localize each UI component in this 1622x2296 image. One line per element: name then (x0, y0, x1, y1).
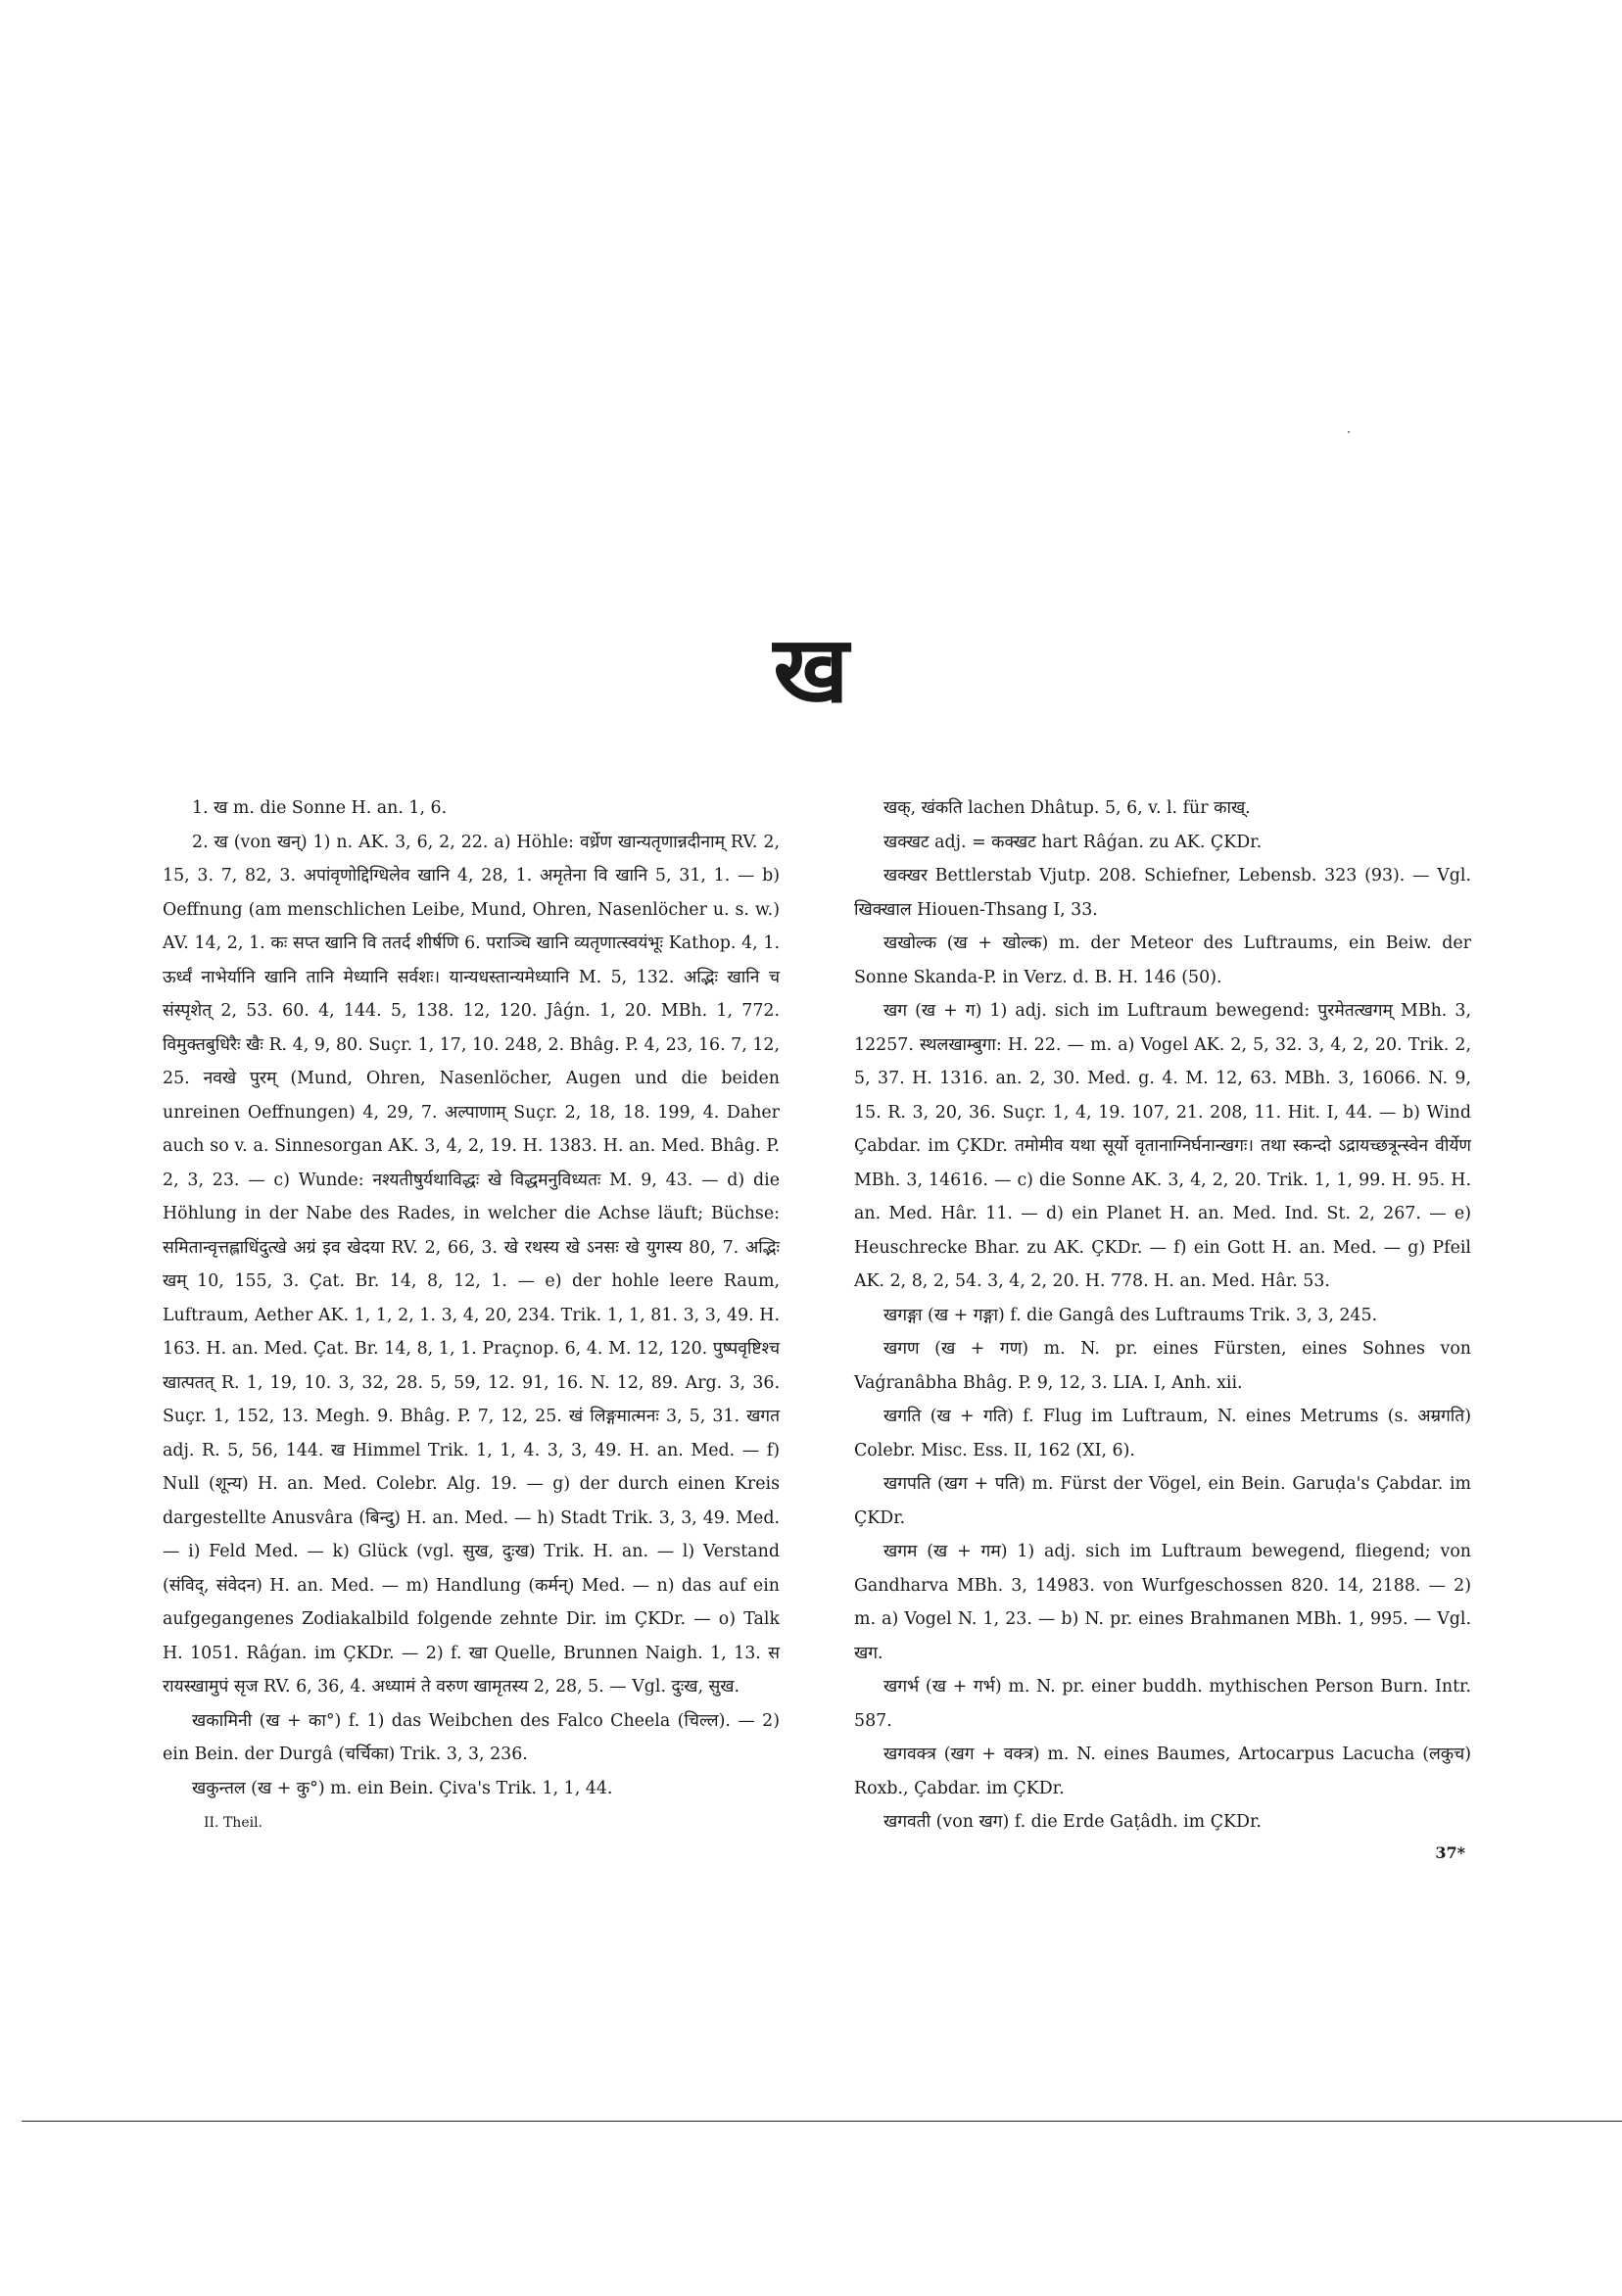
dictionary-entry: खक्, खंकति lachen Dhâtup. 5, 6, v. l. für काख्. (883, 798, 1251, 818)
dictionary-entry: खगण (ख + गण) m. N. pr. eines Fürsten, eines Sohnes von Vaǵranâbha Bhâg. P. 9, 12, 3. LIA. I, Anh. xii. (854, 1339, 1471, 1393)
page-number: 37* (1435, 1842, 1465, 1862)
left-column (163, 791, 780, 1837)
dictionary-entry: खगवती (von खग) f. die Erde Gaṭâdh. im ÇKDr. (883, 1812, 1262, 1832)
dictionary-entry: खक्खट adj. = कक्खट hart Râǵan. zu AK. ÇKDr. (883, 832, 1263, 852)
dictionary-entry: खकुन्तल (ख + कु°) m. ein Bein. Çiva's Trik. 1, 1, 44. (192, 1778, 613, 1798)
dictionary-entry: 2. ख (von खन्) 1) n. AK. 3, 6, 2, 22. a) Höhle: वर्ध्रेण खान्यतृणान्नदीनाम् RV. 2, 15, 3. 7, 82, 3. अपांवृणोद्दिग्धिलेव खानि 4, 28, 1. अमृतेना वि खानि 5, 31, 1. — b) Oeffnung (am menschlichen Leibe, Mund, Ohren, Nasenlöcher u. s. w.) AV. 14, 2, 1. कः सप्त खानि वि ततर्द शीर्षणि 6. पराञ्चि खानि व्यतृणात्स्वयंभूः Kathop. 4, 1. ऊर्ध्वं नाभेर्यानि खानि तानि मेध्यानि सर्वशः। यान्यधस्तान्यमेध्यानि M. 5, 132. अद्भिः खानि च संस्पृशेत् 2, 53. 60. 4, 144. 5, 138. 12, 120. Jâǵn. 1, 20. MBh. 1, 772. विमुक्तबुधिरैः खैः R. 4, 9, 80. Suçr. 1, 17, 10. 248, 2. Bhâg. P. 4, 23, 16. 7, 12, 25. नवखे पुरम् (Mund, Ohren, Nasenlöcher, Augen und die beiden unreinen Oeffnungen) 4, 29, 7. अल्पाणाम् Suçr. 2, 18, 18. 199, 4. Daher auch so v. a. Sinnesorgan AK. 3, 4, 2, 19. H. 1383. H. an. Med. Bhâg. P. 2, 3, 23. — c) Wunde: नश्यतीषुर्यथाविद्धः खे विद्धमनुविध्यतः M. 9, 43. — d) die Höhlung in der Nabe des Rades, in welcher die Achse läuft; Büchse: समितान्वृत्तह्लाधिंदुत्खे अग्रं इव खेदया RV. 2, 66, 3. खे रथस्य खे ऽनसः खे युगस्य 80, 7. अद्भिः खम् 10, 155, 3. Çat. Br. 14, 8, 12, 1. — e) der hohle leere Raum, Luftraum, Aether AK. 1, 1, 2, 1. 3, 4, 20, 234. Trik. 1, 1, 81. 3, 3, 49. H. 163. H. an. Med. Çat. Br. 14, 8, 1, 1. Praçnop. 6, 4. M. 12, 120. पुष्पवृष्टिश्च खात्पतत् R. 1, 19, 10. 3, 32, 28. 5, 59, 12. 91, 16. N. 12, 89. Arg. 3, 36. Suçr. 1, 152, 13. Megh. 9. Bhâg. P. 7, 12, 25. खं लिङ्गमात्मनः 3, 5, 31. खगत adj. R. 5, 56, 144. ख Himmel Trik. 1, 1, 4. 3, 3, 49. H. an. Med. — f) Null (शून्य) H. an. Med. Colebr. Alg. 19. — g) der durch einen Kreis dargestellte Anusvâra (बिन्दु) H. an. Med. — h) Stadt Trik. 3, 3, 49. Med. — i) Feld Med. — k) Glück (vgl. सुख, दुःख) Trik. H. an. — l) Verstand (संविद्, संवेदन) H. an. Med. — m) Handlung (कर्मन्) Med. — n) das auf ein aufgegangenes Zodiakalbild folgende zehnte Dir. im ÇKDr. — o) Talk H. 1051. Râǵan. im ÇKDr. — 2) f. खा Quelle, Brunnen Naigh. 1, 13. स रायस्खामुपं सृज RV. 6, 36, 4. अध्यामं ते वरुण खामृतस्य 2, 28, 5. — Vgl. दुःख, सुख. (163, 832, 780, 1697)
dictionary-entry: खगम (ख + गम) 1) adj. sich im Luftraum bewegend, fliegend; von Gandharva MBh. 3, 14983. von Wurfgeschossen 820. 14, 2188. — 2) m. a) Vogel N. 1, 23. — b) N. pr. eines Brahmanen MBh. 1, 995. — Vgl. खग. (854, 1542, 1471, 1663)
section-letter-heading: ख (773, 617, 849, 724)
right-column (854, 791, 1471, 1867)
signature-mark: II. Theil. (204, 1815, 263, 1831)
dictionary-entry: खगपति (खग + पति) m. Fürst der Vögel, ein Bein. Garuḍa's Çabdar. im ÇKDr. (854, 1474, 1471, 1528)
dictionary-entry: खगवक्त्र (खग + वक्त्र) m. N. eines Baumes, Artocarpus Lacucha (लकुच) Roxb., Çabdar. im ÇKDr. (854, 1745, 1471, 1798)
dictionary-entry: खगर्भ (ख + गर्भ) m. N. pr. einer buddh. mythischen Person Burn. Intr. 587. (854, 1677, 1471, 1731)
dictionary-entry: 1. ख m. die Sonne H. an. 1, 6. (192, 798, 448, 818)
right-column-footer (854, 1840, 1471, 1867)
dictionary-entry: खगति (ख + गति) f. Flug im Luftraum, N. eines Metrums (s. अम्रगति) Colebr. Misc. Ess. II, 162 (XI, 6). (854, 1407, 1471, 1460)
dictionary-entry: खक्खर Bettlerstab Vjutp. 208. Schiefner, Lebensb. 323 (93). — Vgl. खिक्खाल Hiouen-Thsang I, 33. (854, 866, 1471, 920)
left-column-footer (163, 1809, 780, 1837)
scan-speck (1348, 431, 1350, 433)
page-bottom-rule (22, 2121, 1622, 2122)
dictionary-entry: खखोल्क (ख + खोल्क) m. der Meteor des Luftraums, ein Beiw. der Sonne Skanda-P. in Verz. d. B. H. 146 (50). (854, 933, 1471, 987)
dictionary-entry: खग (ख + ग) 1) adj. sich im Luftraum bewegend: पुरमेतत्खगम् MBh. 3, 12257. स्थलखाम्बुगा: H. 22. — m. a) Vogel AK. 2, 5, 32. 3, 4, 2, 20. Trik. 2, 5, 37. H. 1316. an. 2, 30. Med. g. 4. M. 12, 63. MBh. 3, 16066. N. 9, 15. R. 3, 20, 36. Suçr. 1, 4, 19. 107, 21. 208, 11. Hit. I, 44. — b) Wind Çabdar. im ÇKDr. तमोमीव यथा सूर्यो वृतानाग्निर्घनान्खगः। तथा स्कन्दो ऽद्रायच्छत्रून्स्वेन वीर्येण MBh. 3, 14616. — c) die Sonne AK. 3, 4, 2, 20. Trik. 1, 1, 99. H. 95. H. an. Med. Hâr. 11. — d) ein Planet H. an. Med. Ind. St. 2, 267. — e) Heuschrecke Bhar. zu AK. ÇKDr. — f) ein Gott H. an. Med. — g) Pfeil AK. 2, 8, 2, 54. 3, 4, 2, 20. H. 778. H. an. Med. Hâr. 53. (854, 1001, 1471, 1291)
dictionary-entry: खकामिनी (ख + का°) f. 1) das Weibchen des Falco Cheela (चिल्ल). — 2) ein Bein. der Durgâ (चर्चिका) Trik. 3, 3, 236. (163, 1710, 780, 1764)
dictionary-entry: खगङ्गा (ख + गङ्गा) f. die Gangâ des Luftraums Trik. 3, 3, 245. (883, 1305, 1378, 1325)
